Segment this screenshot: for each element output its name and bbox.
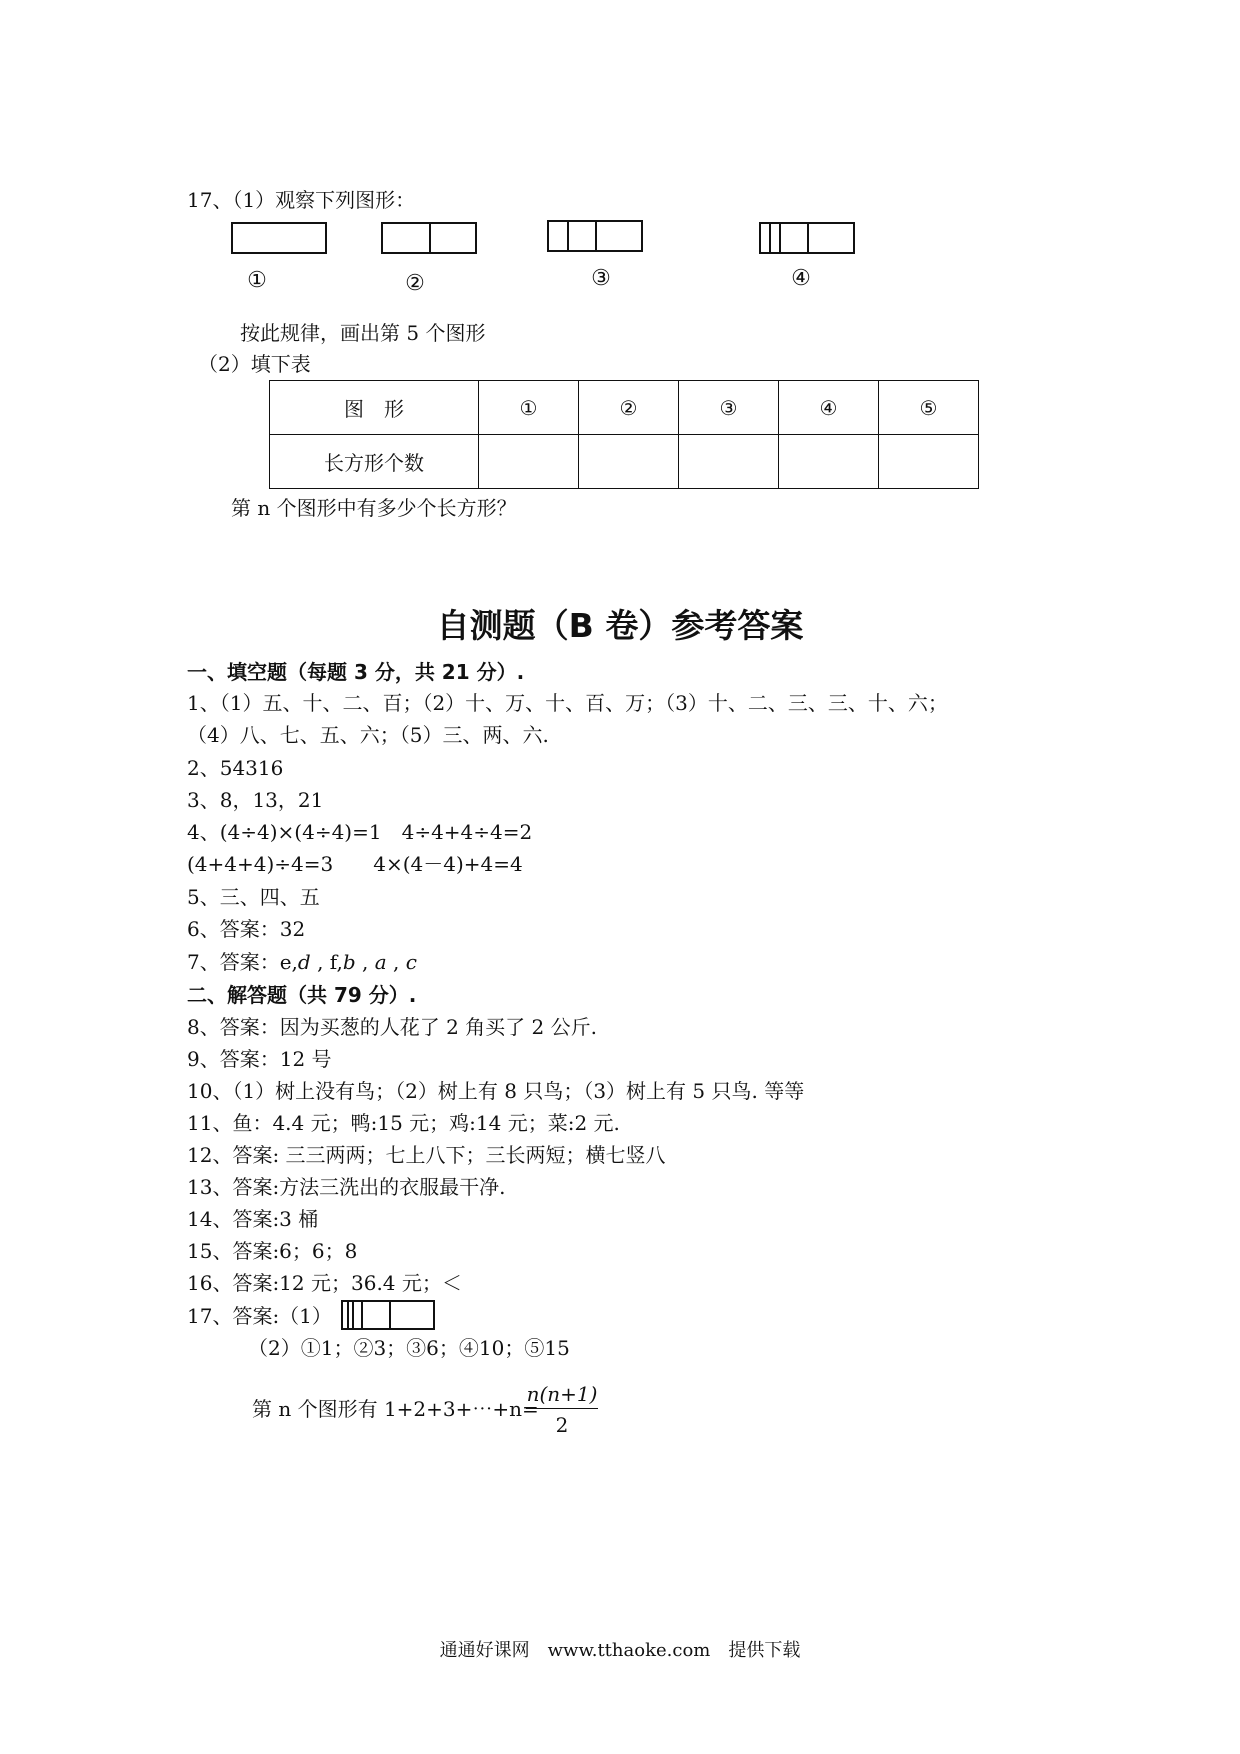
answer-15: 15、答案:6；6；8 xyxy=(187,1239,358,1263)
answer-7-c: c xyxy=(405,950,417,974)
answer-16: 16、答案:12 元；36.4 元；＜ xyxy=(187,1271,462,1295)
answer-2: 2、54316 xyxy=(187,756,284,780)
table-header-cell: ⑤ xyxy=(879,381,979,435)
figure-label-1: ① xyxy=(247,268,267,293)
table-row-label: 长方形个数 xyxy=(270,435,479,489)
answer-7-f: , f, xyxy=(310,950,343,974)
answer-9: 9、答案：12 号 xyxy=(187,1047,332,1071)
fraction-numerator: n(n+1) xyxy=(526,1382,598,1409)
section-2-heading: 二、解答题（共 79 分）. xyxy=(187,983,417,1007)
answer-17-fraction xyxy=(526,1382,598,1437)
footer: 通通好课网 www.tthaoke.com 提供下载 xyxy=(439,1640,801,1661)
answer-7 xyxy=(187,948,417,976)
answer-6: 6、答案：32 xyxy=(187,917,306,941)
section-1-heading: 一、填空题（每题 3 分，共 21 分）. xyxy=(187,660,525,684)
answer-17-formula: 第 n 个图形有 1+2+3+⋯+n= xyxy=(252,1397,539,1421)
answer-12: 12、答案: 三三两两；七上八下；三长两短；横七竖八 xyxy=(187,1143,666,1167)
answer-17-part2: （2）①1；②3；③6；④10；⑤15 xyxy=(248,1336,570,1360)
answer-4-line1: 4、(4÷4)×(4÷4)=1 4÷4+4÷4=2 xyxy=(187,820,533,844)
table-row xyxy=(270,381,979,435)
answer-10: 10、（1）树上没有鸟；（2）树上有 8 只鸟；（3）树上有 5 只鸟. 等等 xyxy=(187,1079,805,1103)
answer-14: 14、答案:3 桶 xyxy=(187,1207,319,1231)
answer-13: 13、答案:方法三洗出的衣服最干净. xyxy=(187,1175,506,1199)
q17-part2: （2）填下表 xyxy=(198,352,311,376)
table-header-cell: 图 形 xyxy=(270,381,479,435)
answer-4-line2: (4+4+4)÷4=3 4×(4－4)+4=4 xyxy=(187,852,523,876)
table-cell-empty xyxy=(879,435,979,489)
answer-7-prefix: 7、答案：e, xyxy=(187,950,298,974)
answer-3: 3、8，13，21 xyxy=(187,788,324,812)
fill-table xyxy=(269,380,979,489)
answer-1-line1: 1、（1）五、十、二、百；（2）十、万、十、百、万；（3）十、二、三、三、十、六； xyxy=(187,691,948,715)
fraction-denominator: 2 xyxy=(555,1413,569,1437)
table-row xyxy=(270,435,979,489)
answer-7-d: d xyxy=(297,950,311,974)
q17-rule: 按此规律，画出第 5 个图形 xyxy=(240,321,486,345)
answer-17-figure-5 xyxy=(341,1300,435,1330)
page-title: 自测题（B 卷）参考答案 xyxy=(436,606,804,645)
answer-1-line2: （4）八、七、五、六；（5）三、两、六. xyxy=(187,723,549,747)
answer-11: 11、鱼：4.4 元；鸭:15 元；鸡:14 元；菜:2 元. xyxy=(187,1111,620,1135)
table-header-cell: ④ xyxy=(779,381,879,435)
table-cell-empty xyxy=(479,435,579,489)
table-header-cell: ③ xyxy=(679,381,779,435)
table-cell-empty xyxy=(579,435,679,489)
table-cell-empty xyxy=(679,435,779,489)
figure-4 xyxy=(759,222,855,254)
figure-label-3: ③ xyxy=(591,266,611,291)
figure-1 xyxy=(231,222,327,254)
answer-5: 5、三、四、五 xyxy=(187,885,320,909)
answer-8: 8、答案：因为买葱的人花了 2 角买了 2 公斤. xyxy=(187,1015,597,1039)
figure-3 xyxy=(547,220,643,252)
table-header-cell: ① xyxy=(479,381,579,435)
q17-question: 第 n 个图形中有多少个长方形？ xyxy=(231,496,517,520)
figure-2 xyxy=(381,222,477,254)
answer-7-comma: , xyxy=(386,950,406,974)
figure-label-4: ④ xyxy=(791,266,811,291)
table-header-cell: ② xyxy=(579,381,679,435)
answer-17-prefix: 17、答案:（1） xyxy=(187,1304,332,1328)
q17-heading: 17、（1）观察下列图形： xyxy=(187,188,416,212)
figure-label-2: ② xyxy=(405,271,425,296)
table-cell-empty xyxy=(779,435,879,489)
answer-7-comma: , xyxy=(355,950,375,974)
answer-7-a: a xyxy=(374,950,387,974)
answer-7-b: b xyxy=(342,950,356,974)
